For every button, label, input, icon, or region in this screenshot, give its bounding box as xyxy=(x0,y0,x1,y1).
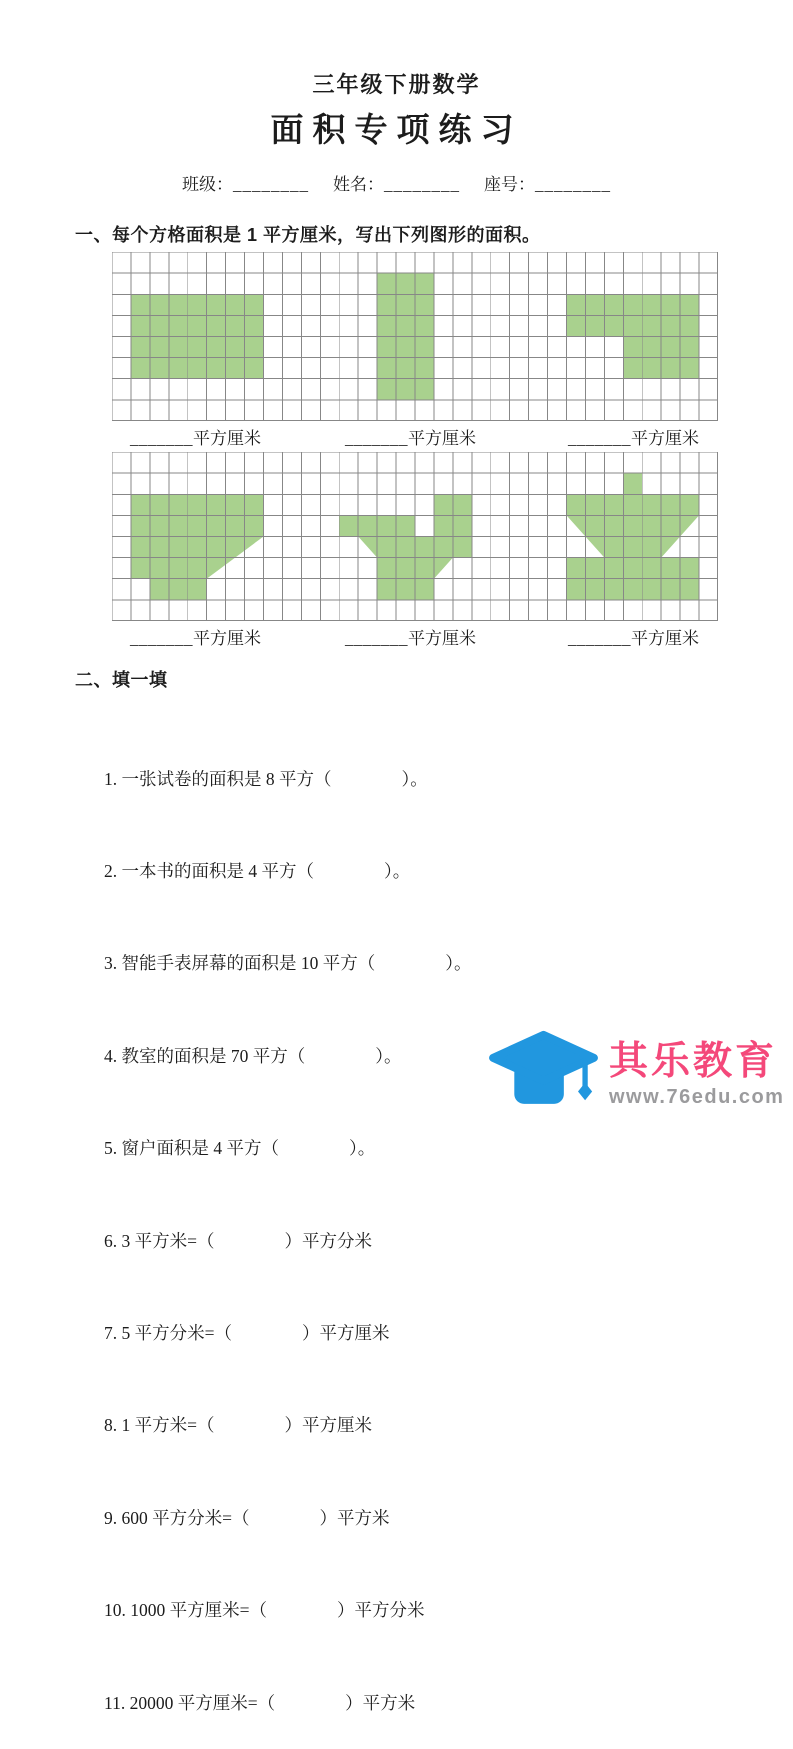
seat-blank[interactable]: ________ xyxy=(535,175,611,194)
answer-blank[interactable]: _______ xyxy=(345,629,408,648)
fill-item-6[interactable]: 6. 3 平方米=（ ）平方分米 xyxy=(104,1230,372,1251)
page-title: 三年级下册数学 xyxy=(312,72,481,97)
area-label xyxy=(345,624,476,649)
grid-figure-1 xyxy=(112,252,718,421)
area-label xyxy=(130,424,261,449)
fill-item-9[interactable]: 9. 600 平方分米=（ ）平方米 xyxy=(104,1507,390,1528)
class-blank[interactable]: ________ xyxy=(233,175,309,194)
section2-heading: 二、填一填 xyxy=(75,670,168,690)
answer-blank[interactable]: _______ xyxy=(130,429,193,448)
fill-item-10[interactable]: 10. 1000 平方厘米=（ ）平方分米 xyxy=(104,1600,425,1621)
unit-label: 平方厘米 xyxy=(631,429,699,448)
answer-row-2 xyxy=(0,624,793,648)
answer-blank[interactable]: _______ xyxy=(568,629,631,648)
fill-item-7[interactable]: 7. 5 平方分米=（ ）平方厘米 xyxy=(104,1322,390,1343)
fill-item-5[interactable]: 5. 窗户面积是 4 平方（ ）。 xyxy=(104,1138,376,1159)
unit-label: 平方厘米 xyxy=(631,629,699,648)
seat-label: 座号： xyxy=(484,175,535,194)
area-label xyxy=(345,424,476,449)
grid-lines xyxy=(112,252,718,421)
brand-name: 其乐教育 xyxy=(609,1040,778,1083)
section1-heading: 一、每个方格面积是 1 平方厘米，写出下列图形的面积。 xyxy=(75,225,541,245)
answer-blank[interactable]: _______ xyxy=(568,429,631,448)
publisher-logo xyxy=(486,1026,784,1118)
class-label: 班级： xyxy=(182,175,233,194)
graduation-cap-icon xyxy=(486,1026,601,1118)
figure-shape-zigzag-blob xyxy=(339,494,472,599)
figure-shape-blob-with-diagonal xyxy=(131,494,264,599)
name-label: 姓名： xyxy=(333,175,384,194)
grid-svg xyxy=(112,452,718,621)
fill-item-3[interactable]: 3. 智能手表屏幕的面积是 10 平方（ ）。 xyxy=(104,953,472,974)
fill-item-1[interactable]: 1. 一张试卷的面积是 8 平方（ ）。 xyxy=(104,768,428,789)
area-label xyxy=(568,424,699,449)
answer-blank[interactable]: _______ xyxy=(345,429,408,448)
fill-item-4[interactable]: 4. 教室的面积是 70 平方（ ）。 xyxy=(104,1045,402,1066)
fill-item-8[interactable]: 8. 1 平方米=（ ）平方厘米 xyxy=(104,1415,372,1436)
student-info-line xyxy=(0,170,793,195)
fill-item-11[interactable]: 11. 20000 平方厘米=（ ）平方米 xyxy=(104,1692,416,1713)
answer-blank[interactable]: _______ xyxy=(130,629,193,648)
unit-label: 平方厘米 xyxy=(408,429,476,448)
area-label xyxy=(130,624,261,649)
logo-text xyxy=(609,1035,784,1109)
grid-svg xyxy=(112,252,718,421)
fill-item-2[interactable]: 2. 一本书的面积是 4 平方（ ）。 xyxy=(104,860,411,881)
site-url: www.76edu.com xyxy=(609,1086,785,1108)
unit-label: 平方厘米 xyxy=(193,629,261,648)
area-label xyxy=(568,624,699,649)
answer-row-1 xyxy=(0,424,793,448)
fill-in-items xyxy=(104,702,472,1749)
unit-label: 平方厘米 xyxy=(408,629,476,648)
unit-label: 平方厘米 xyxy=(193,429,261,448)
grid-figure-2 xyxy=(112,452,718,621)
name-blank[interactable]: ________ xyxy=(384,175,460,194)
page-subtitle: 面积专项练习 xyxy=(270,113,523,149)
